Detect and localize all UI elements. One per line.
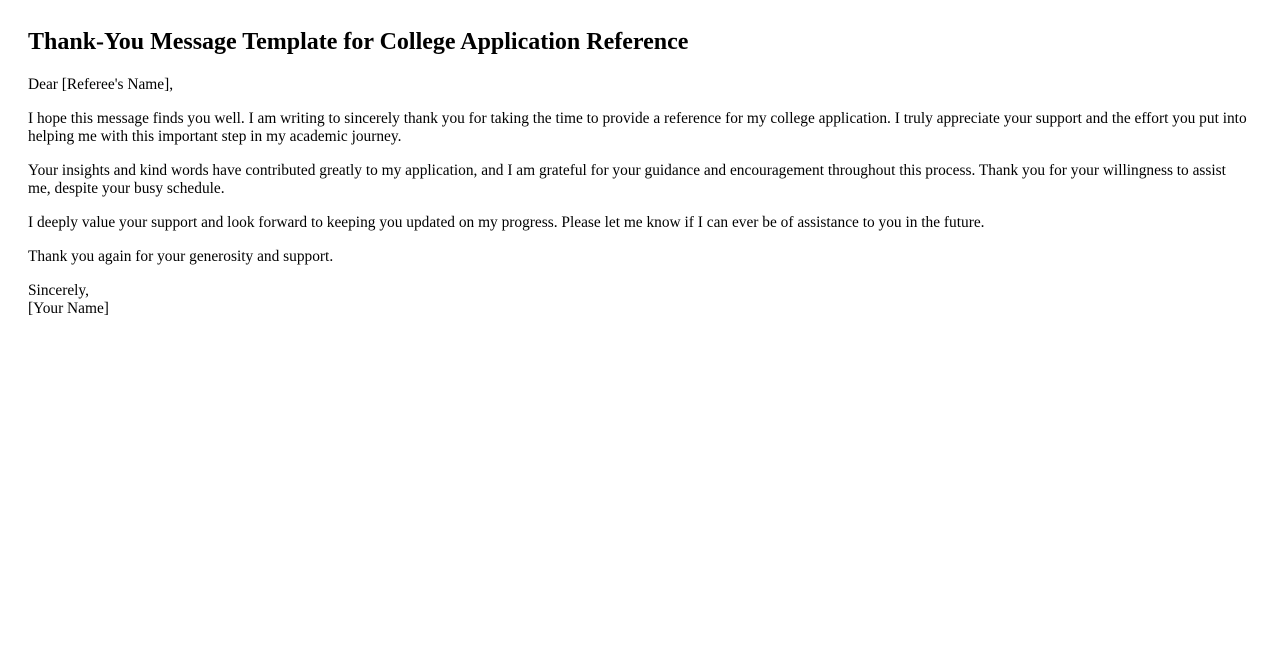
paragraph-4: Thank you again for your generosity and support. xyxy=(28,248,334,265)
paragraph-3: I deeply value your support and look forward to keeping you updated on my progress. Please let me know if I can ever be of assistance to you in the future. xyxy=(28,214,985,231)
document-page xyxy=(0,0,1278,318)
closing: Sincerely, xyxy=(28,282,89,299)
paragraph-1: I hope this message finds you well. I am writing to sincerely thank you for taking the time to provide a reference for my college application. I truly appreciate your support and the effort you put into helping me with this important step in my academic journey. xyxy=(28,110,1247,145)
letter-body xyxy=(28,76,1250,318)
paragraph-2: Your insights and kind words have contributed greatly to my application, and I am grateful for your guidance and encouragement throughout this process. Thank you for your willingness to assist me, despite your busy schedule. xyxy=(28,162,1226,197)
signoff xyxy=(28,282,1250,318)
salutation: Dear [Referee's Name], xyxy=(28,76,174,93)
signature: [Your Name] xyxy=(28,300,109,317)
page-title: Thank-You Message Template for College Application Reference xyxy=(28,29,689,55)
